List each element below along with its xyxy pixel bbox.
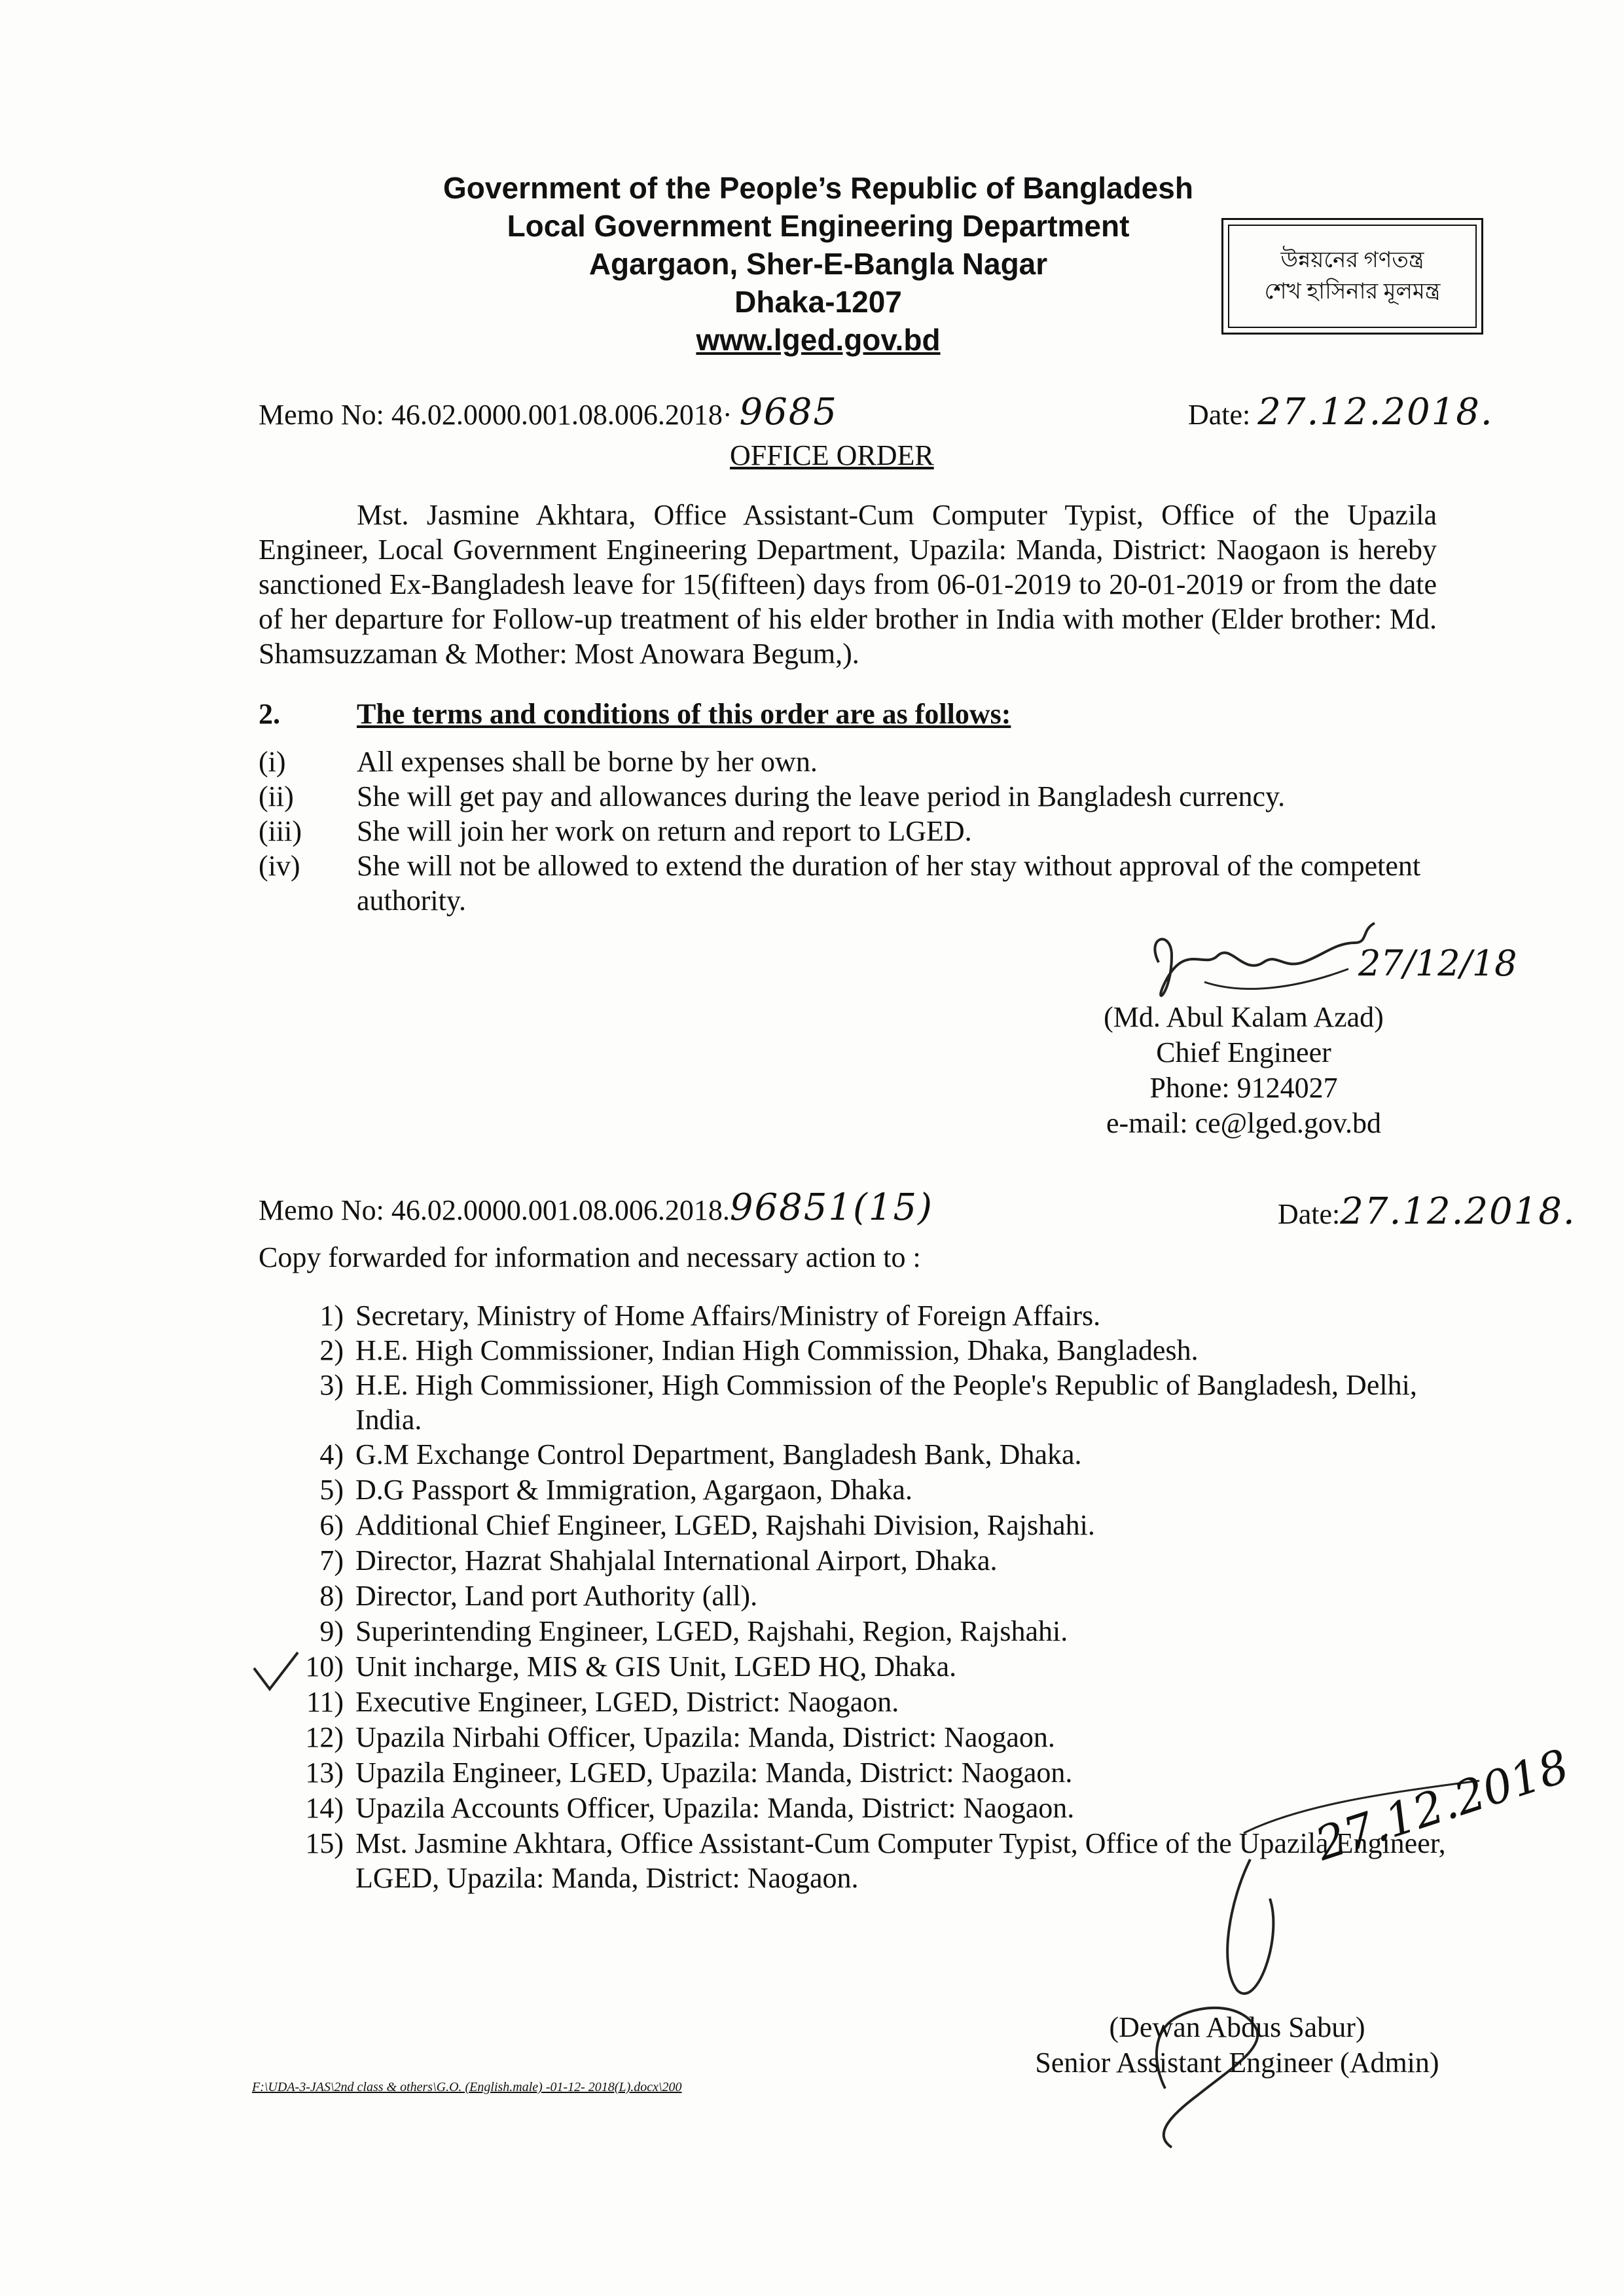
header-address: Agargaon, Sher-E-Bangla Nagar xyxy=(588,247,1048,281)
signatory-1-name: (Md. Abul Kalam Azad) xyxy=(1104,1001,1384,1033)
terms-number: 2. xyxy=(259,698,280,730)
handwritten-memo-suffix: 1(15) xyxy=(828,1186,933,1229)
handwritten-signature-date-1: 27/12/18 xyxy=(1358,943,1517,984)
signatory-1-designation: Chief Engineer xyxy=(1156,1036,1331,1068)
document-page: Government of the People’s Republic of Bangladesh Local Government Engineering Department Agargaon, Sher-E-Bangla Nagar Dhaka-1207 www.lged.gov.bd উন্নয়নের গণতন্ত্র শেখ হাসিনার মূলমন্ত্র Memo No: 46.02.0000.001.08.006.2018· 9685 Date: 27.12.2018. OFFICE ORDER Mst. Jasmine Akhtara, Office Assistant-Cum Computer Typist, Office of the Upazila Engineer, Local Government Engineering Department, Upazila: Manda, District: Naogaon is hereby sanctioned Ex-Bangladesh leave for 15(fifteen) days from 06-01-2019 to 20-01-2019 or from the date of her departure for Follow-up treatment of his elder brother in India with mother (Elder brother: Md. Shamsuzzaman & Mother: Most Anowara Begum,). 2. The terms and conditions of this order are as follows: (i) All expenses shall be borne by her own. (ii) She will get pay and allowances during the leave period in Bangladesh currency. (iii) She will join her work on return and report to LGED. (iv) She will not be allowed to extend the duration of her stay without approval of the competent authority. 27/12/18 (Md. Abul Kalam Azad) Chief Engineer Phone: 9124027 e-mail: ce@lged.gov.bd Memo No: 46.02.0000.001.08.006.2018.96851(15) Date:27.12.2018. Copy forwarded for information and necessary action to : 1) Secretary, Ministry of Home Affairs/Ministry of Foreign Affairs. 2) H.E. High Commissioner, Indian High Commission, Dhaka, Bangladesh. 3) H.E. High Commissioner, High Commission of the People's Republic of Bangladesh, Delhi, India. 4) G.M Exchange Control Department, Bangladesh Bank, Dhaka. 5) D.G Passport & Immigration, Agargaon, Dhaka. 6) Additional Chief Engineer, LGED, Rajshahi Division, Rajshahi. 7) Director, Hazrat Shahjalal International Airport, Dhaka. 8) Director, Land port Authority (all). 9) Superintending Engineer, LGED, Rajshahi, Region, Rajshahi. 10) Unit incharge, MIS & GIS Unit, LGED HQ, Dhaka. 11) Executive Engineer, LGED, District: Naogaon. 12) Upazila Nirbahi Officer, Upazila: Manda, District: Naogaon. 13) Upazila Engineer, LGED, Upazila: Manda, District: Naogaon. 14) Upazila Accounts Officer, Upazila: Manda, District: Naogaon. 15) Mst. Jasmine Akhtara, Office Assistant-Cum Computer Typist, Office of the Upazila Engineer, LGED, Upazila: Manda, District: Naogaon. 27.12.2018 (Dewan Abdus Sabur) Senior Assistant Engineer (Admin) F:\UDA-3-JAS\2nd class & others\G.O. (English.male) -01-12- 2018(L).docx\200 xyxy=(0,0,1624,2296)
handwritten-signature-date-2: 27.12.2018 xyxy=(1309,1739,1576,1871)
header-department: Local Government Engineering Department xyxy=(507,209,1130,243)
copy-forwarded-line: Copy forwarded for information and necessary action to : xyxy=(259,1241,921,1273)
memo-date-2: Date:27.12.2018. xyxy=(1278,1190,1576,1233)
header-government: Government of the People’s Republic of Bangladesh xyxy=(443,171,1193,205)
slogan-line-2: শেখ হাসিনার মূলমন্ত্র xyxy=(1264,280,1441,304)
handwritten-memo-number-2: 9685 xyxy=(729,1186,829,1229)
footer-file-path: F:\UDA-3-JAS\2nd class & others\G.O. (English.male) -01-12- 2018(L).docx\200 xyxy=(252,2080,682,2094)
header-city: Dhaka-1207 xyxy=(734,285,902,319)
check-mark-icon xyxy=(254,1652,298,1689)
slogan-line-1: উন্নয়নের গণতন্ত্র xyxy=(1280,248,1424,272)
handwritten-date-2: 27.12.2018. xyxy=(1340,1190,1576,1233)
terms-heading: The terms and conditions of this order are as follows: xyxy=(357,698,1011,730)
memo-number-2: Memo No: 46.02.0000.001.08.006.2018.96851(15) xyxy=(259,1186,933,1229)
signatory-1-email: e-mail: ce@lged.gov.bd xyxy=(1106,1107,1382,1139)
handwritten-memo-number: 9685 xyxy=(739,391,839,433)
signatory-2-designation: Senior Assistant Engineer (Admin) xyxy=(1035,2047,1439,2079)
signatory-1-phone: Phone: 9124027 xyxy=(1149,1072,1338,1104)
signatory-2 xyxy=(1008,2010,1466,2081)
memo-number-1: Memo No: 46.02.0000.001.08.006.2018· 9685 xyxy=(259,391,839,433)
order-paragraph: Mst. Jasmine Akhtara, Office Assistant-Cum Computer Typist, Office of the Upazila Engineer, Local Government Engineering Department, Upazila: Manda, District: Naogaon is hereby sanctioned Ex-Bangladesh leave for 15(fifteen) days from 06-01-2019 to 20-01-2019 or from the date of her departure for Follow-up treatment of his elder brother in India with mother (Elder brother: Md. Shamsuzzaman & Mother: Most Anowara Begum,). xyxy=(259,499,1437,670)
office-order-title: OFFICE ORDER xyxy=(730,439,934,471)
handwritten-date-1: 27.12.2018. xyxy=(1257,391,1494,433)
header-website-link[interactable]: www.lged.gov.bd xyxy=(696,323,941,357)
memo-date-1: Date: 27.12.2018. xyxy=(1188,391,1494,433)
signatory-2-name: (Dewan Abdus Sabur) xyxy=(1109,2011,1365,2043)
